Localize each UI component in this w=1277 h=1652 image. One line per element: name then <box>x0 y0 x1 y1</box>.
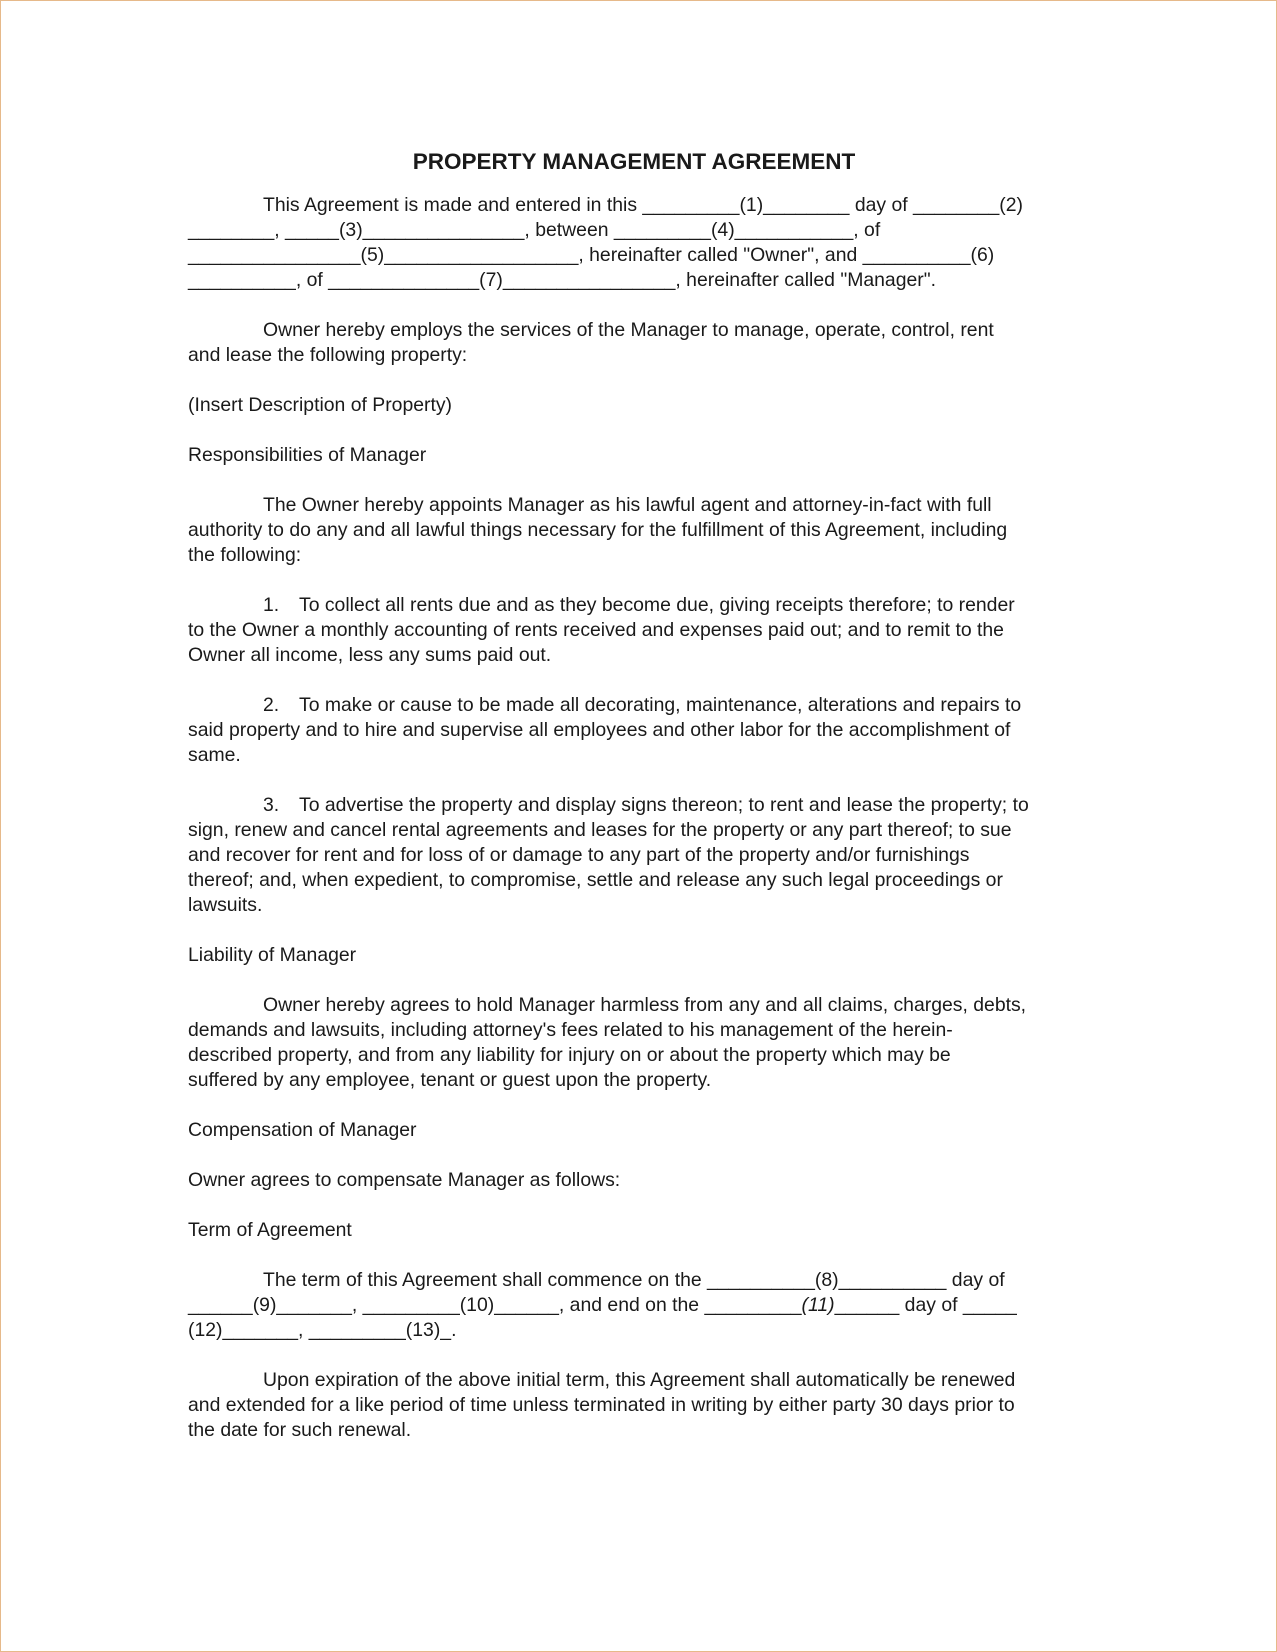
intro-line: ________________(5)__________________, hereinafter called "Owner", and __________(6) <box>188 244 995 266</box>
list-item-line: lawsuits. <box>188 894 263 916</box>
page-title: PROPERTY MANAGEMENT AGREEMENT <box>412 149 856 174</box>
list-item <box>188 793 1088 918</box>
term-paragraph <box>188 1268 1088 1343</box>
appoint-line: authority to do any and all lawful things necessary for the fulfillment of this Agreement, including <box>188 519 1008 541</box>
appoint-line: The Owner hereby appoints Manager as his lawful agent and attorney-in-fact with full <box>263 494 992 516</box>
list-item-line: sign, renew and cancel rental agreements and leases for the property or any part thereof; to sue <box>188 819 1012 841</box>
renewal-line: Upon expiration of the above initial term, this Agreement shall automatically be renewed <box>263 1369 1016 1391</box>
intro-line: This Agreement is made and entered in this _________(1)________ day of ________(2) <box>263 194 1024 216</box>
list-item-line: 1. To collect all rents due and as they become due, giving receipts therefore; to render <box>263 594 1015 616</box>
list-item-line: same. <box>188 744 241 766</box>
intro-line: __________, of ______________(7)________________, hereinafter called "Manager". <box>188 269 936 291</box>
compensation-text: Owner agrees to compensate Manager as follows: <box>188 1169 621 1191</box>
list-item-line: 3. To advertise the property and display signs thereon; to rent and lease the property; to <box>263 794 1029 816</box>
employ-line: Owner hereby employs the services of the Manager to manage, operate, control, rent <box>263 319 994 341</box>
renewal-line: the date for such renewal. <box>188 1419 412 1441</box>
list-item-line: said property and to hire and supervise all employees and other labor for the accomplishment of <box>188 719 1011 741</box>
appoint-paragraph <box>188 493 1088 568</box>
liability-line: demands and lawsuits, including attorney's fees related to his management of the herein- <box>188 1019 953 1041</box>
renewal-line: and extended for a like period of time unless terminated in writing by either party 30 days prior to <box>188 1394 1015 1416</box>
list-item-line: 2. To make or cause to be made all decorating, maintenance, alterations and repairs to <box>263 694 1022 716</box>
list-item <box>188 593 1088 668</box>
list-item-line: and recover for rent and for loss of or damage to any part of the property and/or furnishings <box>188 844 970 866</box>
term-line: ______(9)_______, _________(10)______, and end on the _________(11)______ day of _____ <box>188 1294 1017 1316</box>
list-item-line: to the Owner a monthly accounting of rents received and expenses paid out; and to remit to the <box>188 619 1004 641</box>
list-item <box>188 693 1088 768</box>
list-item-line: Owner all income, less any sums paid out. <box>188 644 552 666</box>
liability-line: Owner hereby agrees to hold Manager harmless from any and all claims, charges, debts, <box>263 994 1027 1016</box>
intro-paragraph <box>188 193 1088 293</box>
term-line: (12)_______, _________(13)_. <box>188 1319 457 1341</box>
heading-term: Term of Agreement <box>188 1219 352 1241</box>
employ-line: and lease the following property: <box>188 344 468 366</box>
term-line: The term of this Agreement shall commence on the __________(8)__________ day of <box>263 1269 1005 1291</box>
employ-paragraph <box>188 318 1088 368</box>
liability-line: suffered by any employee, tenant or guest upon the property. <box>188 1069 712 1091</box>
heading-liability: Liability of Manager <box>188 944 357 966</box>
appoint-line: the following: <box>188 544 302 566</box>
property-placeholder: (Insert Description of Property) <box>188 394 453 416</box>
liability-line: described property, and from any liability for injury on or about the property which may be <box>188 1044 951 1066</box>
intro-line: ________, _____(3)_______________, between _________(4)___________, of <box>188 219 881 241</box>
heading-compensation: Compensation of Manager <box>188 1119 417 1141</box>
list-item-line: thereof; and, when expedient, to compromise, settle and release any such legal proceedings or <box>188 869 1003 891</box>
liability-paragraph <box>188 993 1088 1093</box>
document-page <box>188 148 1088 1443</box>
heading-responsibilities: Responsibilities of Manager <box>188 444 427 466</box>
renewal-paragraph <box>188 1368 1088 1443</box>
